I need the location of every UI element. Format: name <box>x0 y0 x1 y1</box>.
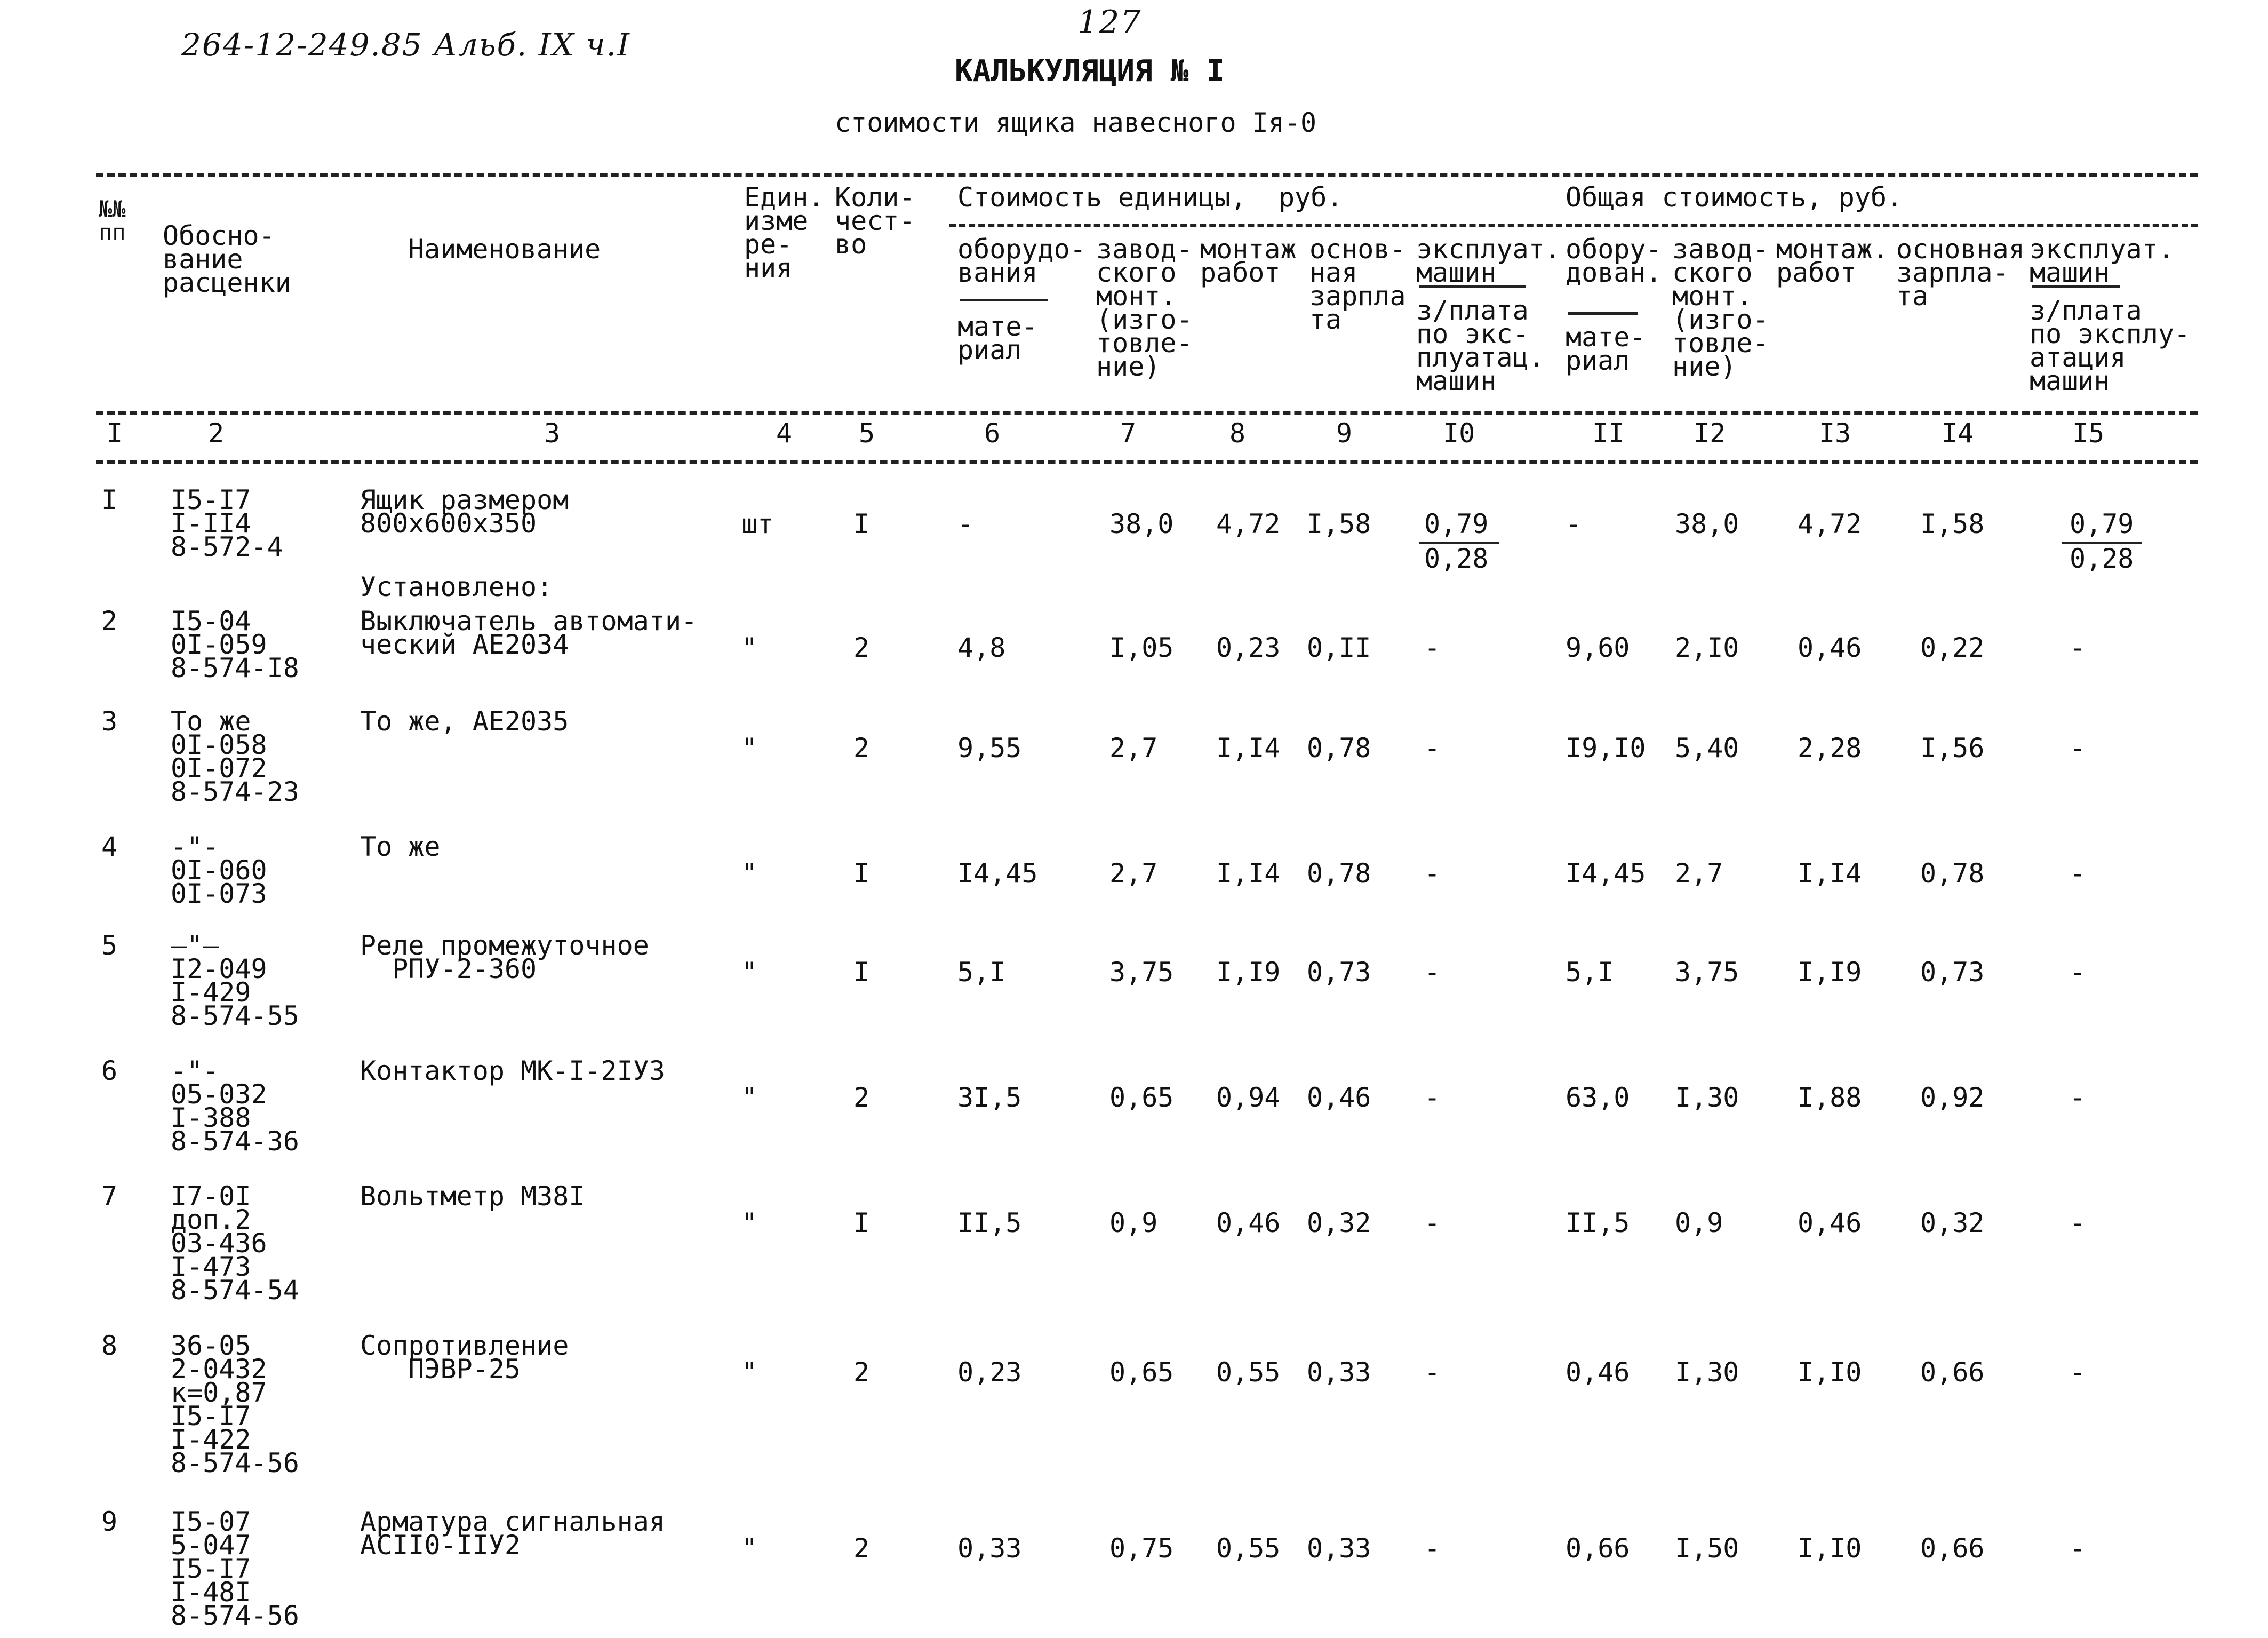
row-c12: 38,0 <box>1675 508 1739 539</box>
row-c8: I,I4 <box>1216 858 1281 889</box>
row-basis: I5-04 0I-059 8-574-I8 <box>171 606 299 683</box>
row-c11: - <box>1566 508 1582 539</box>
column-number: I2 <box>1694 418 1726 449</box>
header-c13: монтаж. работ <box>1776 234 1889 288</box>
group-header-rule <box>949 224 2198 227</box>
row-c13: 4,72 <box>1798 508 1862 539</box>
row-c6: 0,33 <box>957 1533 1022 1564</box>
column-number: II <box>1592 418 1625 449</box>
row-c12: 2,7 <box>1675 858 1723 889</box>
header-c9: основ- ная зарпла та <box>1309 234 1406 335</box>
row-c8: 0,94 <box>1216 1082 1281 1113</box>
header-name: Наименование <box>408 234 601 265</box>
row-c15: - <box>2070 858 2086 889</box>
row-basis: То же 0I-058 0I-072 8-574-23 <box>171 706 299 807</box>
row-c14: 0,66 <box>1920 1357 1985 1388</box>
row-c8: 0,23 <box>1216 632 1281 663</box>
header-c10-top: эксплуат. машин <box>1416 234 1561 288</box>
row-c10: - <box>1424 1082 1441 1113</box>
row-unit: " <box>741 1357 758 1388</box>
row-c15: - <box>2070 1357 2086 1388</box>
row-c12: I,50 <box>1675 1533 1739 1564</box>
row-c8: 4,72 <box>1216 508 1281 539</box>
row-basis: -"- 0I-060 0I-073 <box>171 831 267 909</box>
column-number-rule <box>96 460 2198 464</box>
row-unit: " <box>741 733 758 764</box>
header-c12: завод- ского монт. (изго- товле- ние) <box>1672 234 1769 382</box>
row-name: Ящик размером 800х600х350 <box>360 484 569 539</box>
row-name: Выключатель автомати- ческий АЕ2034 <box>360 606 698 660</box>
column-number: I <box>107 418 123 449</box>
row-name: То же, АЕ2035 <box>360 706 569 737</box>
row-c9: 0,73 <box>1307 957 1371 988</box>
row-c9: 0,33 <box>1307 1357 1371 1388</box>
row-quantity: I <box>853 858 870 889</box>
column-number: 6 <box>984 418 1001 449</box>
row-c13: 0,46 <box>1798 1207 1862 1238</box>
header-c15-top: эксплуат. машин <box>2030 234 2174 288</box>
row-c11: 0,66 <box>1566 1533 1630 1564</box>
page-subtitle: стоимости ящика навесного Iя-0 <box>835 107 1317 138</box>
column-number: I4 <box>1942 418 1974 449</box>
row-c11: I4,45 <box>1566 858 1646 889</box>
row-c6: - <box>957 508 974 539</box>
column-number: 8 <box>1229 418 1246 449</box>
row-c13: 0,46 <box>1798 632 1862 663</box>
row-quantity: 2 <box>853 733 870 764</box>
header-unit: Един. изме ре- ния <box>744 182 825 283</box>
header-row-number: №№ пп <box>99 196 126 245</box>
row-c9: 0,46 <box>1307 1082 1371 1113</box>
row-c15: - <box>2070 1533 2086 1564</box>
row-c14: 0,73 <box>1920 957 1985 988</box>
column-number: 7 <box>1120 418 1137 449</box>
row-basis: —"— I2-049 I-429 8-574-55 <box>171 930 299 1031</box>
row-c14: I,58 <box>1920 508 1985 539</box>
row-quantity: I <box>853 1207 870 1238</box>
header-c7: завод- ского монт. (изго- товле- ние) <box>1096 234 1193 382</box>
row-c14: 0,78 <box>1920 858 1985 889</box>
row-name: Контактор МК-I-2IУЗ <box>360 1055 665 1086</box>
header-unit-cost-group: Стоимость единицы, руб. <box>957 182 1343 213</box>
row-c10: - <box>1424 1207 1441 1238</box>
header-c14: основная зарпла- та <box>1896 234 2025 312</box>
header-c10-divider <box>1419 285 1526 288</box>
row-c12: 2,I0 <box>1675 632 1739 663</box>
row-c11: 5,I <box>1566 957 1614 988</box>
row-c15: - <box>2070 957 2086 988</box>
row-c6: 5,I <box>957 957 1006 988</box>
row-c11: 63,0 <box>1566 1082 1630 1113</box>
row-name: Арматура сигнальная АСII0-IIУ2 <box>360 1506 665 1561</box>
row-c15-bottom: 0,28 <box>2070 543 2134 574</box>
row-c12: 5,40 <box>1675 733 1739 764</box>
row-c8: I,I4 <box>1216 733 1281 764</box>
row-c10: - <box>1424 957 1441 988</box>
row-c10: - <box>1424 1533 1441 1564</box>
row-c14: 0,32 <box>1920 1207 1985 1238</box>
row-c6: 4,8 <box>957 632 1006 663</box>
row-basis: I7-0I доп.2 03-436 I-473 8-574-54 <box>171 1181 299 1306</box>
row-c12: I,30 <box>1675 1357 1739 1388</box>
row-c9: 0,33 <box>1307 1533 1371 1564</box>
row-c14: 0,92 <box>1920 1082 1985 1113</box>
row-c13: I,I4 <box>1798 858 1862 889</box>
row-c6: 9,55 <box>957 733 1022 764</box>
row-c13: I,I9 <box>1798 957 1862 988</box>
row-c9: 0,78 <box>1307 858 1371 889</box>
row-c11: 9,60 <box>1566 632 1630 663</box>
header-c6-divider <box>960 299 1048 301</box>
table-top-rule <box>96 173 2198 177</box>
row-number: 8 <box>101 1330 118 1361</box>
row-basis: I5-07 5-047 I5-I7 I-48I 8-574-56 <box>171 1506 299 1631</box>
row-basis: 36-05 2-0432 к=0,87 I5-I7 I-422 8-574-56 <box>171 1330 299 1478</box>
row-name: Реле промежуточное РПУ-2-360 <box>360 930 649 984</box>
document-code: 264-12-249.85 Альб. IX ч.I <box>181 27 630 63</box>
row-c8: 0,55 <box>1216 1533 1281 1564</box>
header-c11-divider <box>1568 312 1638 315</box>
row-number: 9 <box>101 1506 118 1537</box>
row-quantity: I <box>853 957 870 988</box>
row-c13: I,I0 <box>1798 1533 1862 1564</box>
column-number: 4 <box>776 418 793 449</box>
row-c15: - <box>2070 733 2086 764</box>
row-c11: I9,I0 <box>1566 733 1646 764</box>
row-number: 7 <box>101 1181 118 1212</box>
row-c8: 0,46 <box>1216 1207 1281 1238</box>
row-c15: 0,79 <box>2070 508 2134 539</box>
row-c7: 0,75 <box>1109 1533 1174 1564</box>
row-c8: 0,55 <box>1216 1357 1281 1388</box>
row-c13: I,88 <box>1798 1082 1862 1113</box>
header-c10-bottom: з/плата по экс- плуатац. машин <box>1416 295 1545 396</box>
header-c11-top: обору- дован. <box>1566 234 1662 288</box>
row-unit: " <box>741 858 758 889</box>
row-number: 3 <box>101 706 118 737</box>
row-c10-bottom: 0,28 <box>1424 543 1489 574</box>
column-number: 2 <box>208 418 225 449</box>
column-number: I3 <box>1819 418 1851 449</box>
row-quantity: 2 <box>853 1357 870 1388</box>
row-c7: 0,65 <box>1109 1082 1174 1113</box>
header-bottom-rule <box>96 411 2198 415</box>
row-basis: -"- 05-032 I-388 8-574-36 <box>171 1055 299 1157</box>
row-unit: шт <box>741 508 774 539</box>
column-number: 9 <box>1336 418 1353 449</box>
row-c6: I4,45 <box>957 858 1038 889</box>
row-c6: II,5 <box>957 1207 1022 1238</box>
row-number: I <box>101 484 118 515</box>
row-unit: " <box>741 632 758 663</box>
row-c11: 0,46 <box>1566 1357 1630 1388</box>
row-basis: I5-I7 I-II4 8-572-4 <box>171 484 283 562</box>
row-name: То же <box>360 831 441 862</box>
row-c10: - <box>1424 1357 1441 1388</box>
row-c7: 38,0 <box>1109 508 1174 539</box>
header-c6-top: оборудо- вания <box>957 234 1086 288</box>
row-c15: - <box>2070 1207 2086 1238</box>
installed-label: Установлено: <box>360 571 553 602</box>
header-c6-bottom: мате- риал <box>957 311 1038 365</box>
header-total-cost-group: Общая стоимость, руб. <box>1566 182 1903 213</box>
row-c14: 0,22 <box>1920 632 1985 663</box>
column-number: 5 <box>859 418 875 449</box>
row-c7: 0,65 <box>1109 1357 1174 1388</box>
row-unit: " <box>741 1082 758 1113</box>
row-number: 6 <box>101 1055 118 1086</box>
row-c8: I,I9 <box>1216 957 1281 988</box>
row-c10: - <box>1424 858 1441 889</box>
row-c9: I,58 <box>1307 508 1371 539</box>
row-c7: 0,9 <box>1109 1207 1158 1238</box>
row-c9: 0,32 <box>1307 1207 1371 1238</box>
page-number: 127 <box>1077 4 1142 41</box>
row-c7: 2,7 <box>1109 858 1158 889</box>
row-c14: I,56 <box>1920 733 1985 764</box>
page-title: КАЛЬКУЛЯЦИЯ № I <box>955 54 1225 89</box>
row-c6: 0,23 <box>957 1357 1022 1388</box>
row-quantity: I <box>853 508 870 539</box>
column-number: I5 <box>2072 418 2105 449</box>
row-number: 2 <box>101 606 118 637</box>
header-c15-divider <box>2032 285 2120 288</box>
header-basis: Обосно- вание расценки <box>163 220 291 298</box>
row-unit: " <box>741 1207 758 1238</box>
row-c7: 3,75 <box>1109 957 1174 988</box>
row-c9: 0,II <box>1307 632 1371 663</box>
column-number: I0 <box>1443 418 1475 449</box>
row-quantity: 2 <box>853 1082 870 1113</box>
row-c7: I,05 <box>1109 632 1174 663</box>
header-c11-bottom: мате- риал <box>1566 322 1646 376</box>
row-c11: II,5 <box>1566 1207 1630 1238</box>
row-name: Сопротивление ПЭВР-25 <box>360 1330 569 1385</box>
row-c15: - <box>2070 1082 2086 1113</box>
row-c9: 0,78 <box>1307 733 1371 764</box>
row-name: Вольтметр М38I <box>360 1181 585 1212</box>
row-c6: 3I,5 <box>957 1082 1022 1113</box>
row-c10: - <box>1424 632 1441 663</box>
header-c15-bottom: з/плата по эксплу- атация машин <box>2030 295 2191 396</box>
row-unit: " <box>741 1533 758 1564</box>
row-c13: 2,28 <box>1798 733 1862 764</box>
header-c8: монтаж работ <box>1200 234 1297 288</box>
column-number: 3 <box>544 418 561 449</box>
header-quantity: Коли- чест- во <box>835 182 915 260</box>
row-c7: 2,7 <box>1109 733 1158 764</box>
row-c10: 0,79 <box>1424 508 1489 539</box>
row-c10: - <box>1424 733 1441 764</box>
row-c13: I,I0 <box>1798 1357 1862 1388</box>
row-quantity: 2 <box>853 632 870 663</box>
row-quantity: 2 <box>853 1533 870 1564</box>
row-c14: 0,66 <box>1920 1533 1985 1564</box>
row-number: 4 <box>101 831 118 862</box>
row-c12: I,30 <box>1675 1082 1739 1113</box>
row-c12: 0,9 <box>1675 1207 1723 1238</box>
row-unit: " <box>741 957 758 988</box>
row-c15: - <box>2070 632 2086 663</box>
row-c12: 3,75 <box>1675 957 1739 988</box>
row-number: 5 <box>101 930 118 961</box>
